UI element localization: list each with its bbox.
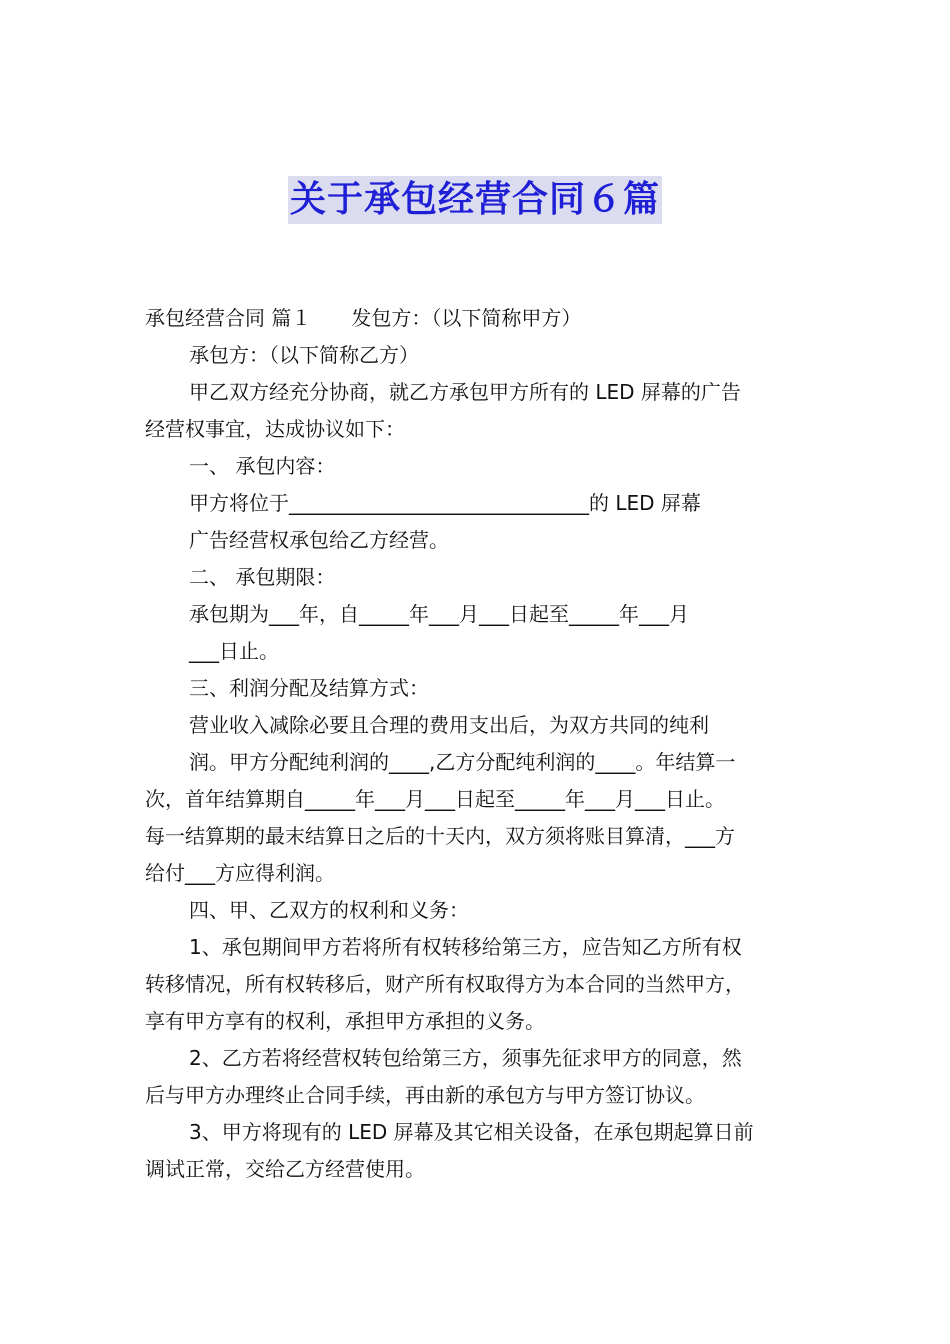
paragraph-line: 次，首年结算期自_____年___月___日起至_____年___月___日止。	[145, 787, 725, 811]
paragraph-line: 享有甲方享有的权利，承担甲方承担的义务。	[145, 1009, 545, 1033]
paragraph-line: 给付___方应得利润。	[145, 861, 335, 885]
paragraph-line: 经营权事宜，达成协议如下：	[145, 417, 405, 441]
paragraph-line: 广告经营权承包给乙方经营。	[189, 528, 449, 552]
paragraph-line: 承包期为___年，自_____年___月___日起至_____年___月	[189, 602, 689, 626]
paragraph-line: ___日止。	[189, 639, 279, 663]
document-title: 关于承包经营合同６篇	[288, 176, 662, 224]
section-heading: 四、甲、乙双方的权利和义务：	[189, 898, 469, 922]
paragraph-line: 甲方将位于______________________________的 LED 屏幕	[189, 491, 701, 515]
section-heading: 二、 承包期限：	[189, 565, 336, 589]
paragraph-line: 转移情况，所有权转移后，财产所有权取得方为本合同的当然甲方，	[145, 972, 745, 996]
paragraph-line: 后与甲方办理终止合同手续，再由新的承包方与甲方签订协议。	[145, 1083, 705, 1107]
title-container	[0, 176, 950, 224]
paragraph-line: 调试正常，交给乙方经营使用。	[145, 1157, 425, 1181]
section-heading: 三、利润分配及结算方式：	[189, 676, 429, 700]
paragraph-line: 3、甲方将现有的 LED 屏幕及其它相关设备，在承包期起算日前	[189, 1120, 754, 1144]
paragraph-line: 甲乙双方经充分协商，就乙方承包甲方所有的 LED 屏幕的广告	[189, 380, 741, 404]
paragraph-line: 承包方：（以下简称乙方）	[189, 343, 419, 367]
paragraph-line: 每一结算期的最末结算日之后的十天内，双方须将账目算清，___方	[145, 824, 735, 848]
paragraph-line: 营业收入减除必要且合理的费用支出后，为双方共同的纯利	[189, 713, 709, 737]
section-heading: 一、 承包内容：	[189, 454, 336, 478]
paragraph-line: 1、承包期间甲方若将所有权转移给第三方，应告知乙方所有权	[189, 935, 742, 959]
paragraph-line: 2、乙方若将经营权转包给第三方，须事先征求甲方的同意，然	[189, 1046, 742, 1070]
document-body	[145, 300, 810, 1188]
paragraph-line: 承包经营合同 篇１ 发包方：（以下简称甲方）	[145, 306, 582, 330]
paragraph-line: 润。甲方分配纯利润的____,乙方分配纯利润的____。年结算一	[189, 750, 736, 774]
